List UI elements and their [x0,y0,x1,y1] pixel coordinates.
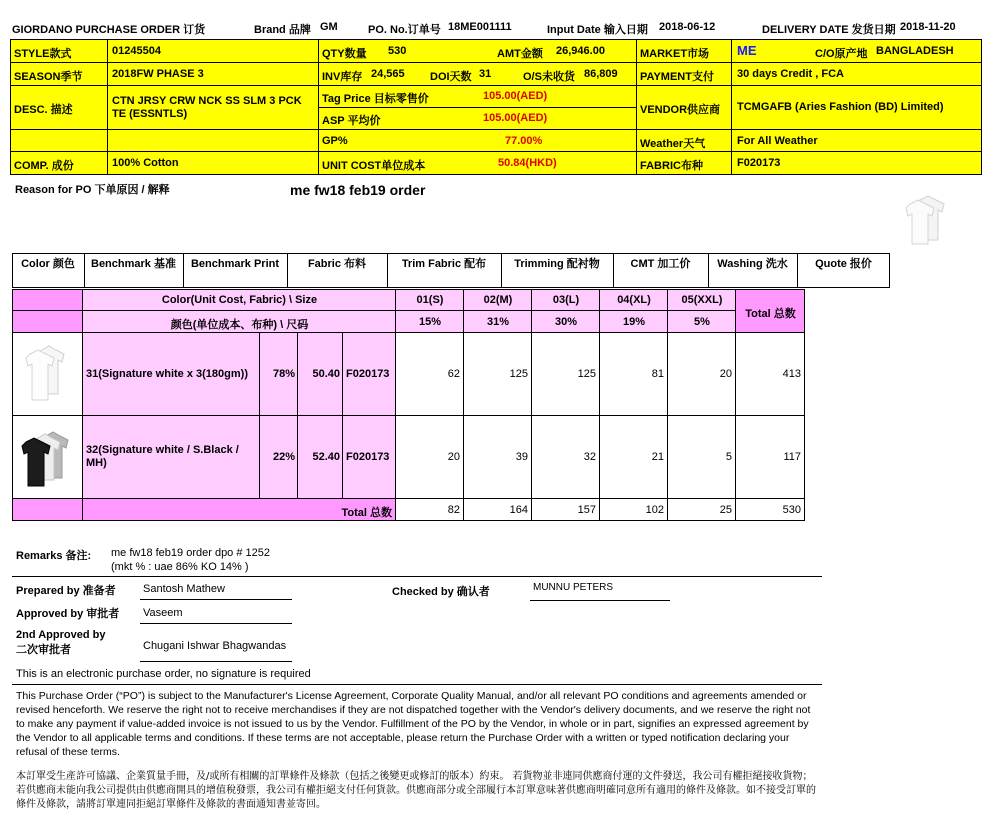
brand-label: Brand 品牌 [254,24,311,36]
gp-label: GP% [322,135,348,147]
size-ratio-2: 30% [554,316,578,328]
row-fabric: F020173 [346,451,390,463]
row-name: 32(Signature white / S.Black / MH) [86,444,239,469]
tag-price-value: 105.00(AED) [483,90,548,102]
qty-cell: 62 [447,368,460,380]
brand-value: GM [320,21,338,33]
spec-header-1: Benchmark 基准 [91,258,176,270]
unit-cost-label: UNIT COST单位成本 [322,160,426,172]
market-value: ME [737,43,757,58]
amt-value: 26,946.00 [556,45,605,57]
unit-cost-value: 50.84(HKD) [498,157,557,169]
size-header-3: 04(XL) [617,294,651,306]
os-value: 86,809 [584,68,618,80]
reason-label: Reason for PO 下单原因 / 解释 [15,184,170,196]
qty-cell: 39 [515,451,528,463]
terms-chinese: 本訂單受生產許可協議、企業質量手冊，及/或所有相關的訂單條件及條款（包括之後變更或修訂的版本）約束。 若貨物並非連同供應商付運的文件發送，我公司有權拒絕接收貨物；若供應商未能向我公司提供由供應商開具的增值稅發票，我公司有權拒絕支付任何貨款。供應商部分或全部履行本訂單意味著供應商明確同意所有適用的條件及條款。如不接受訂單的條件及條款，請將訂單連同拒絕訂單條件及條款的書面通知書並寄回。 [16,771,816,810]
color-header-cn: 颜色(单位成本、布种) \ 尺码 [170,319,309,331]
asp-value: 105.00(AED) [483,112,548,124]
spec-header-6: CMT 加工价 [630,258,691,270]
total-cell: 102 [645,504,664,516]
row-pct: 22% [272,451,295,463]
po-label: PO. No.订单号 [368,24,441,36]
terms-english: This Purchase Order (“PO”) is subject to the Manufacturer's License Agreement, Corporate Quality Manual, and/or all relevant PO conditions and agreements amended or revised henceforth. We reserve the right not to receive merchandises if they are not dispatched together with the Vendor's delivery documents, and we reserve the right not to make any payment if value-added invoice is not issued to us by the Vendor. Fulfillment of the PO by the Vendor, in whole or in part, signifies an expressed agreement by the Vendor to all applicable terms and conditions. If these terms are not acceptable, please return the Purchase Order with a written or typed notification declaring your refusal of these terms. [16,690,811,758]
electronic-note: This is an electronic purchase order, no signature is required [16,668,311,680]
row-fabric: F020173 [346,368,390,380]
total-cell: 82 [447,504,460,516]
size-ratio-3: 19% [622,316,646,328]
product-thumbnail [900,190,956,248]
weather-label: Weather天气 [640,138,706,150]
color-32-image [18,428,76,488]
qty-cell: 21 [651,451,664,463]
size-ratio-4: 5% [694,316,710,328]
fabric-label: FABRIC布种 [640,160,703,172]
delivery-date-label: DELIVERY DATE 发货日期 [762,24,896,36]
row-pct: 78% [272,368,295,380]
row-name: 31(Signature white x 3(180gm)) [86,368,248,380]
tag-price-label: Tag Price 目标零售价 [322,93,429,105]
size-ratio-0: 15% [418,316,442,328]
season-value: 2018FW PHASE 3 [112,68,204,80]
remarks-line-1: me fw18 feb19 order dpo # 1252 [111,547,271,559]
qty-cell: 20 [719,368,732,380]
input-date-value: 2018-06-12 [659,21,716,33]
doi-label: DOI天数 [430,71,472,83]
vendor-label: VENDOR供应商 [640,104,721,116]
spec-header-3: Fabric 布料 [307,258,367,270]
style-label: STYLE款式 [14,48,72,60]
gp-value: 77.00% [505,135,543,147]
payment-label: PAYMENT支付 [640,71,714,83]
comp-label: COMP. 成份 [14,160,74,172]
qty-value: 530 [388,45,407,57]
qty-cell: 125 [509,368,528,380]
total-cell: 157 [577,504,596,516]
row-total: 117 [783,451,801,463]
checked-by-label: Checked by 确认者 [392,586,490,598]
qty-label: QTY数量 [322,48,367,60]
vendor-value: TCMGAFB (Aries Fashion (BD) Limited) [737,101,944,113]
remarks-line-2: (mkt % : uae 86% KO 14% ) [111,561,249,573]
size-header-2: 03(L) [552,294,580,306]
qty-cell: 32 [583,451,596,463]
po-value: 18ME001111 [448,21,512,33]
second-approved-value: Chugani Ishwar Bhagwandas [143,640,287,652]
asp-label: ASP 平均价 [322,115,381,127]
total-header: Total 总数 [745,308,796,320]
desc-label: DESC. 描述 [14,104,73,116]
weather-value: For All Weather [737,135,818,147]
remarks-label: Remarks 备注: [16,550,92,562]
page-title: GIORDANO PURCHASE ORDER 订货 [12,24,206,36]
payment-value: 30 days Credit , FCA [737,68,844,80]
approved-by-value: Vaseem [143,607,183,619]
prepared-by-value: Santosh Mathew [143,583,225,595]
spec-header-2: Benchmark Print [190,258,280,270]
second-approved-label-en: 2nd Approved by [16,629,106,641]
market-label: MARKET市场 [640,48,710,60]
co-value: BANGLADESH [876,45,954,57]
qty-cell: 81 [651,368,664,380]
size-header-1: 02(M) [483,294,513,306]
reason-value: me fw18 feb19 order [290,182,426,198]
os-label: O/S未收货 [523,71,575,83]
total-cell: 25 [719,504,732,516]
inv-label: INV库存 [322,71,363,83]
qty-cell: 125 [577,368,596,380]
row-cost: 50.40 [312,368,340,380]
size-header-4: 05(XXL) [681,294,723,306]
spec-header-5: Trimming 配衬物 [514,258,600,270]
fabric-value: F020173 [737,157,781,169]
qty-cell: 5 [725,451,732,463]
spec-header-8: Quote 报价 [815,258,872,270]
comp-value: 100% Cotton [112,157,179,169]
qty-cell: 20 [447,451,460,463]
size-ratio-1: 31% [486,316,510,328]
spec-header-0: Color 颜色 [21,258,75,270]
total-cell: 164 [509,504,528,516]
style-value: 01245504 [112,45,161,57]
approved-by-label: Approved by 审批者 [16,608,120,620]
inv-value: 24,565 [371,68,405,80]
season-label: SEASON季节 [14,71,83,83]
checked-by-value: MUNNU PETERS [533,582,614,593]
amt-label: AMT金额 [497,48,543,60]
color-31-image [18,342,76,404]
spec-header-7: Washing 洗水 [717,258,788,270]
second-approved-label-cn: 二次审批者 [16,644,71,656]
color-header-en: Color(Unit Cost, Fabric) \ Size [161,294,318,306]
co-label: C/O原产地 [815,48,868,60]
input-date-label: Input Date 输入日期 [547,24,648,36]
size-header-0: 01(S) [416,294,444,306]
prepared-by-label: Prepared by 准备者 [16,585,116,597]
grand-total: 530 [782,504,801,516]
row-total: 413 [782,368,801,380]
doi-value: 31 [479,68,492,80]
row-cost: 52.40 [312,451,340,463]
total-row-label: Total 总数 [341,507,392,519]
desc-value: CTN JRSY CRW NCK SS SLM 3 PCK TE (ESSNTLS) [112,95,302,120]
spec-header-4: Trim Fabric 配布 [401,258,487,270]
delivery-date-value: 2018-11-20 [900,21,956,33]
